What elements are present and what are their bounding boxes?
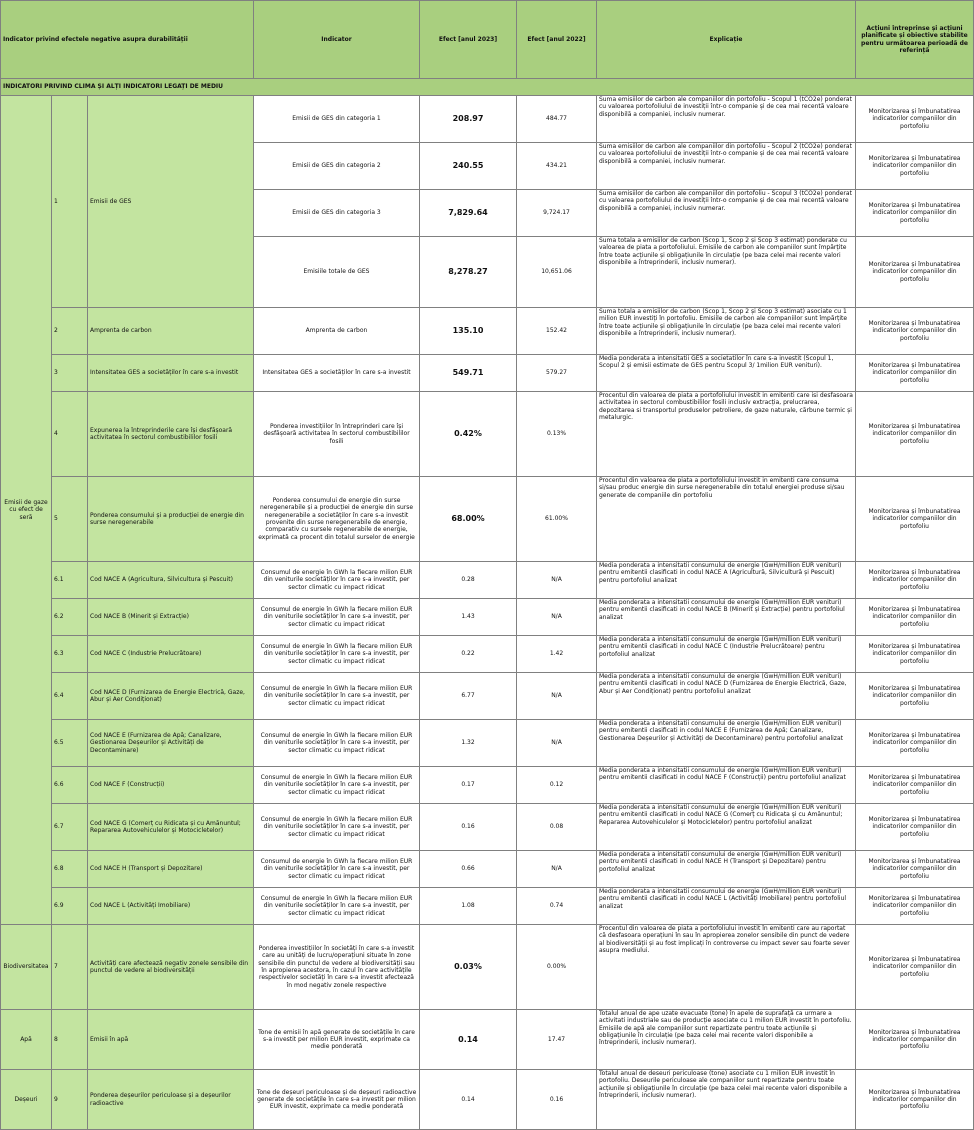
explanation-text: Media ponderata a intensitatii consumului de energie (GwH/million EUR venituri) pentru emitentii clasificati in codul NACE L (Activități Imobiliare) pentru portofoliul analizat [597, 888, 856, 925]
indicator-name: Cod NACE H (Transport și Depozitare) [88, 851, 254, 888]
table-row [1, 804, 974, 851]
indicator-description: Intensitatea GES a societăților în care s-a investit [254, 355, 420, 392]
indicator-description: Consumul de energie în GWh la fiecare milion EUR din veniturile societăților în care s-a investit, per sector climatic cu impact ridicat [254, 636, 420, 673]
explanation-text: Totalul anual de deseuri periculoase (tone) asociate cu 1 milion EUR investit în portofoliu. Deseurile periculoase ale companiilor sunt repartizate pentru toate acțiunile și obligațiunile în circulație (pe baza celei mai recente valori disponibile a întreprinderii, inclusiv numerar). [597, 1070, 856, 1130]
table-row [1, 851, 974, 888]
indicator-description: Tone de deșeuri periculoase și de deșeuri radioactive generate de societățile în care s-a investit per milion EUR investit, exprimate ca medie ponderată [254, 1070, 420, 1130]
effect-2022-value: N/A [517, 673, 597, 720]
effect-2023-value: 0.17 [420, 767, 517, 804]
table-row [1, 888, 974, 925]
table-row [1, 720, 974, 767]
indicator-name: Cod NACE F (Construcții) [88, 767, 254, 804]
indicator-name: Cod NACE C (Industrie Prelucrătoare) [88, 636, 254, 673]
table-row [1, 925, 974, 1010]
actions-text: Monitorizarea și îmbunatatirea indicatorilor companiilor din portofoliu [856, 599, 974, 636]
indicator-description: Consumul de energie în GWh la fiecare milion EUR din veniturile societăților în care s-a investit, per sector climatic cu impact ridicat [254, 720, 420, 767]
effect-2022-value: 17.47 [517, 1010, 597, 1070]
effect-2023-value: 68.00% [420, 477, 517, 562]
effect-2023-value: 1.32 [420, 720, 517, 767]
explanation-text: Media ponderata a intensitatii consumului de energie (GwH/million EUR venituri) pentru emitentii clasificati in codul NACE C (Industrie Prelucrătoare) pentru portofoliul analizat [597, 636, 856, 673]
actions-text: Monitorizarea și îmbunatatirea indicatorilor companiilor din portofoliu [856, 562, 974, 599]
actions-text: Monitorizarea și îmbunatatirea indicatorilor companiilor din portofoliu [856, 237, 974, 308]
header-indicator: Indicator [254, 1, 420, 79]
table-row [1, 1070, 974, 1130]
explanation-text: Suma emisiilor de carbon ale companiilor din portofoliu - Scopul 1 (tCO2e) ponderat cu valoarea portofoliului de investiții într-o companie și de cea mai recentă valoare disponibilă a companiei, inclusiv numerar. [597, 96, 856, 143]
indicator-number: 7 [52, 925, 88, 1010]
indicator-name: Ponderea consumului și a producției de energie din surse neregenerabile [88, 477, 254, 562]
actions-text: Monitorizarea și îmbunatatirea indicatorilor companiilor din portofoliu [856, 477, 974, 562]
indicator-name: Cod NACE E (Furnizarea de Apă; Canalizare, Gestionarea Deșeurilor și Activități de Decontaminare) [88, 720, 254, 767]
indicator-name: Intensitatea GES a societăților în care s-a investit [88, 355, 254, 392]
actions-text: Monitorizarea și îmbunatatirea indicatorilor companiilor din portofoliu [856, 308, 974, 355]
effect-2023-value: 6.77 [420, 673, 517, 720]
actions-text: Monitorizarea și îmbunatatirea indicatorilor companiilor din portofoliu [856, 767, 974, 804]
explanation-text: Procentul din valoarea de piata a portofoliului investit in emitenti care isi desfasoara activitatea in sectorul combustibililor fosili inclusiv extracția, prelucrarea, depozitarea si transportul produselor petroliere, de gaze naturale, cărbune termic și metalurgic. [597, 392, 856, 477]
effect-2022-value: 152.42 [517, 308, 597, 355]
effect-2023-value: 0.22 [420, 636, 517, 673]
effect-2023-value: 0.03% [420, 925, 517, 1010]
explanation-text: Media ponderata a intensitatii GES a societatilor în care s-a investit (Scopul 1, Scopul 2 și emisii estimate de GES pentru Scopul 3/ 1milion EUR venituri). [597, 355, 856, 392]
header-effect-2022: Efect [anul 2022] [517, 1, 597, 79]
effect-2022-value: 434.21 [517, 143, 597, 190]
explanation-text: Procentul din valoarea de piata a portofoliului investit în emitenti care au raportat că desfasoara operațiuni în sau în apropierea zonelor sensibile din punct de vedere al biodiversității și au fost implicați în controverse cu impact sever sau foarte sever asupra mediului. [597, 925, 856, 1010]
category-cell: Apă [1, 1010, 52, 1070]
effect-2023-value: 1.08 [420, 888, 517, 925]
indicator-number: 6.9 [52, 888, 88, 925]
effect-2022-value: 579.27 [517, 355, 597, 392]
effect-2023-value: 208.97 [420, 96, 517, 143]
category-cell: Emisii de gaze cu efect de seră [1, 96, 52, 925]
actions-text: Monitorizarea și îmbunatatirea indicatorilor companiilor din portofoliu [856, 636, 974, 673]
effect-2023-value: 0.42% [420, 392, 517, 477]
effect-2022-value: N/A [517, 599, 597, 636]
explanation-text: Media ponderata a intensitatii consumului de energie (GwH/million EUR venituri) pentru emitentii clasificati in codul NACE G (Comerț cu Ridicata și cu Amănuntul; Repararea Autovehiculelor și Motocicletelor) pentru portofoliul analizat [597, 804, 856, 851]
effect-2023-value: 0.16 [420, 804, 517, 851]
category-cell: Deșeuri [1, 1070, 52, 1130]
actions-text: Monitorizarea și îmbunatatirea indicatorilor companiilor din portofoliu [856, 720, 974, 767]
indicator-name: Emisii de GES [88, 96, 254, 308]
table-row [1, 392, 974, 477]
indicator-name: Ponderea deșeurilor periculoase și a deșeurilor radioactive [88, 1070, 254, 1130]
table-row [1, 308, 974, 355]
effect-2023-value: 240.55 [420, 143, 517, 190]
table-row [1, 673, 974, 720]
indicator-name: Amprenta de carbon [88, 308, 254, 355]
actions-text: Monitorizarea și îmbunatatirea indicatorilor companiilor din portofoliu [856, 673, 974, 720]
table-header-row [1, 1, 974, 79]
category-cell: Biodiversitatea [1, 925, 52, 1010]
indicator-number: 4 [52, 392, 88, 477]
header-sustainability-indicator: Indicator privind efectele negative asupra durabilității [1, 1, 254, 79]
indicator-number: 1 [52, 96, 88, 308]
table-row [1, 636, 974, 673]
explanation-text: Totalul anual de ape uzate evacuate (tone) în apele de suprafață ca urmare a activitati industriale sau de producție asociate cu 1 milion EUR investit în portofoliu. Emisiile de apă ale companiilor sunt repartizate pentru toate acțiunile și obligațiunile în circulație (pe baza celei mai recente valori disponibile a întreprinderii, inclusiv numerar). [597, 1010, 856, 1070]
explanation-text: Suma emisiilor de carbon ale companiilor din portofoliu - Scopul 3 (tCO2e) ponderat cu valoarea portofoliului de investiții într-o companie și de cea mai recentă valoare disponibilă a companiei, inclusiv numerar. [597, 190, 856, 237]
table-row [1, 599, 974, 636]
effect-2023-value: 8,278.27 [420, 237, 517, 308]
indicator-description: Consumul de energie în GWh la fiecare milion EUR din veniturile societăților în care s-a investit, per sector climatic cu impact ridicat [254, 767, 420, 804]
explanation-text: Media ponderata a intensitatii consumului de energie (GwH/million EUR venituri) pentru emitentii clasificati in codul NACE D (Furnizarea de Energie Electrică, Gaze, Abur și Aer Condiționat) pentru portofoliul analizat [597, 673, 856, 720]
indicator-description: Ponderea investițiilor în întreprinderi care își desfășoară activitatea în sectorul combustibililor fosili [254, 392, 420, 477]
actions-text: Monitorizarea și îmbunatatirea indicatorilor companiilor din portofoliu [856, 804, 974, 851]
explanation-text: Procentul din valoarea de piata a portofoliului investit in emitenti care consuma si/sau produc energie din surse neregenerabile din totalul energiei produse si/sau generate de companiile din portofoliu [597, 477, 856, 562]
indicator-name: Emisii în apă [88, 1010, 254, 1070]
effect-2022-value: N/A [517, 720, 597, 767]
section-row [1, 79, 974, 96]
indicator-number: 2 [52, 308, 88, 355]
indicator-name: Cod NACE L (Activități Imobiliare) [88, 888, 254, 925]
effect-2022-value: 0.13% [517, 392, 597, 477]
actions-text: Monitorizarea și îmbunatatirea indicatorilor companiilor din portofoliu [856, 851, 974, 888]
indicator-description: Consumul de energie în GWh la fiecare milion EUR din veniturile societăților în care s-a investit, per sector climatic cu impact ridicat [254, 888, 420, 925]
effect-2023-value: 1.43 [420, 599, 517, 636]
indicator-name: Cod NACE B (Minerit și Extracție) [88, 599, 254, 636]
indicator-description: Emisii de GES din categoria 3 [254, 190, 420, 237]
table-row [1, 96, 974, 143]
explanation-text: Suma totala a emisiilor de carbon (Scop 1, Scop 2 și Scop 3 estimat) asociate cu 1 milion EUR investiți în portofoliu. Emisiile de carbon ale companiilor sunt împărțite între toate acțiunile și obligațiunile în circulație (pe baza celei mai recente valori disponibile a întreprinderii, inclusiv numerar). [597, 308, 856, 355]
indicator-description: Consumul de energie în GWh la fiecare milion EUR din veniturile societăților în care s-a investit, per sector climatic cu impact ridicat [254, 599, 420, 636]
indicator-description: Emisii de GES din categoria 2 [254, 143, 420, 190]
header-effect-2023: Efect [anul 2023] [420, 1, 517, 79]
actions-text: Monitorizarea și îmbunatatirea indicatorilor companiilor din portofoliu [856, 355, 974, 392]
effect-2022-value: 10,651.06 [517, 237, 597, 308]
actions-text: Monitorizarea și îmbunatatirea indicatorilor companiilor din portofoliu [856, 888, 974, 925]
effect-2023-value: 0.14 [420, 1070, 517, 1130]
indicator-name: Activități care afectează negativ zonele sensibile din punctul de vedere al biodiversității [88, 925, 254, 1010]
header-actions: Acțiuni întreprinse și acțiuni planificate și obiective stabilite pentru următoarea perioadă de referință [856, 1, 974, 79]
indicator-description: Emisiile totale de GES [254, 237, 420, 308]
indicator-description: Consumul de energie în GWh la fiecare milion EUR din veniturile societăților în care s-a investit, per sector climatic cu impact ridicat [254, 673, 420, 720]
indicator-description: Ponderea consumului de energie din surse neregenerabile și a producției de energie din surse neregenerabile a societăților în care s-a investit provenite din surse neregenerabile de energie, comparativ cu sursele regenerabile de energie, exprimată ca procent din totalul surselor de energie [254, 477, 420, 562]
indicator-description: Consumul de energie în GWh la fiecare milion EUR din veniturile societăților în care s-a investit, per sector climatic cu impact ridicat [254, 851, 420, 888]
table-row [1, 477, 974, 562]
explanation-text: Suma totala a emisiilor de carbon (Scop 1, Scop 2 și Scop 3 estimat) ponderate cu valoarea de piata a portofoliului. Emisiile de carbon ale companiilor sunt împărțite între toate acțiunile și obligațiunile în circulație (pe baza celei mai recente valori disponibile a întreprinderii, inclusiv numerar). [597, 237, 856, 308]
actions-text: Monitorizarea și îmbunatatirea indicatorilor companiilor din portofoliu [856, 1010, 974, 1070]
indicator-number: 9 [52, 1070, 88, 1130]
explanation-text: Media ponderata a intensitatii consumului de energie (GwH/million EUR venituri) pentru emitentii clasificati in codul NACE B (Minerit și Extracție) pentru portofoliul analizat [597, 599, 856, 636]
section-title: INDICATORI PRIVIND CLIMA ȘI ALȚI INDICATORI LEGAȚI DE MEDIU [1, 79, 974, 96]
effect-2022-value: N/A [517, 562, 597, 599]
explanation-text: Media ponderata a intensitatii consumului de energie (GwH/million EUR venituri) pentru emitentii clasificati in codul NACE E (Furnizarea de Apă; Canalizare, Gestionarea Deșeurilor și Activități de Decontaminare) pentru portofoliul analizat [597, 720, 856, 767]
table-row [1, 1010, 974, 1070]
indicator-number: 6.8 [52, 851, 88, 888]
effect-2022-value: 1.42 [517, 636, 597, 673]
indicator-description: Consumul de energie în GWh la fiecare milion EUR din veniturile societăților în care s-a investit, per sector climatic cu impact ridicat [254, 804, 420, 851]
actions-text: Monitorizarea și îmbunatatirea indicatorilor companiilor din portofoliu [856, 392, 974, 477]
indicator-name: Cod NACE G (Comerț cu Ridicata și cu Amănuntul; Repararea Autovehiculelor și Motocicletelor) [88, 804, 254, 851]
effect-2022-value: 0.12 [517, 767, 597, 804]
effect-2022-value: 61.00% [517, 477, 597, 562]
indicator-number: 8 [52, 1010, 88, 1070]
effect-2022-value: 484.77 [517, 96, 597, 143]
indicator-description: Amprenta de carbon [254, 308, 420, 355]
actions-text: Monitorizarea și îmbunatatirea indicatorilor companiilor din portofoliu [856, 96, 974, 143]
indicator-description: Emisii de GES din categoria 1 [254, 96, 420, 143]
effect-2022-value: 0.74 [517, 888, 597, 925]
effect-2023-value: 135.10 [420, 308, 517, 355]
indicator-name: Cod NACE D (Furnizarea de Energie Electrică, Gaze, Abur și Aer Condiționat) [88, 673, 254, 720]
indicator-name: Expunerea la întreprinderile care își desfășoară activitatea în sectorul combustibililor fosili [88, 392, 254, 477]
indicator-number: 5 [52, 477, 88, 562]
actions-text: Monitorizarea și îmbunatatirea indicatorilor companiilor din portofoliu [856, 925, 974, 1010]
indicator-description: Tone de emisii în apă generate de societățile în care s-a investit per milion EUR investit, exprimate ca medie ponderată [254, 1010, 420, 1070]
header-explanation: Explicație [597, 1, 856, 79]
explanation-text: Media ponderata a intensitatii consumului de energie (GwH/million EUR venituri) pentru emitentii clasificati in codul NACE H (Transport și Depozitare) pentru portofoliul analizat [597, 851, 856, 888]
effect-2023-value: 549.71 [420, 355, 517, 392]
indicator-description: Consumul de energie în GWh la fiecare milion EUR din veniturile societăților în care s-a investit, per sector climatic cu impact ridicat [254, 562, 420, 599]
effect-2023-value: 0.28 [420, 562, 517, 599]
indicator-description: Ponderea investițiilor în societăți în care s-a investit care au unități de lucru/operațiuni situate în zone sensibile din punctul de vedere al biodiversității sau în apropierea acestora, în cazul în care activitățile respectivelor societăți în care s-a investit afectează în mod negativ zonele respective [254, 925, 420, 1010]
effect-2022-value: N/A [517, 851, 597, 888]
effect-2023-value: 0.66 [420, 851, 517, 888]
effect-2022-value: 0.16 [517, 1070, 597, 1130]
explanation-text: Media ponderata a intensitatii consumului de energie (GwH/million EUR venituri) pentru emitentii clasificati in codul NACE A (Agricultură, Silvicultură și Pescuit) pentru portofoliul analizat [597, 562, 856, 599]
table-row [1, 562, 974, 599]
effect-2023-value: 7,829.64 [420, 190, 517, 237]
indicator-number: 3 [52, 355, 88, 392]
indicator-number: 6.6 [52, 767, 88, 804]
explanation-text: Media ponderata a intensitatii consumului de energie (GwH/million EUR venituri) pentru emitentii clasificati in codul NACE F (Construcții) pentru portofoliul analizat [597, 767, 856, 804]
indicator-number: 6.3 [52, 636, 88, 673]
effect-2023-value: 0.14 [420, 1010, 517, 1070]
indicator-number: 6.5 [52, 720, 88, 767]
explanation-text: Suma emisiilor de carbon ale companiilor din portofoliu - Scopul 2 (tCO2e) ponderat cu valoarea portofoliului de investiții într-o companie și de cea mai recentă valoare disponibilă a companiei, inclusiv numerar. [597, 143, 856, 190]
effect-2022-value: 9,724.17 [517, 190, 597, 237]
table-row [1, 355, 974, 392]
effect-2022-value: 0.00% [517, 925, 597, 1010]
actions-text: Monitorizarea și îmbunatatirea indicatorilor companiilor din portofoliu [856, 143, 974, 190]
indicator-name: Cod NACE A (Agricultura, Silvicultura și Pescuit) [88, 562, 254, 599]
indicator-number: 6.1 [52, 562, 88, 599]
indicator-number: 6.7 [52, 804, 88, 851]
indicator-number: 6.2 [52, 599, 88, 636]
indicator-number: 6.4 [52, 673, 88, 720]
table-row [1, 767, 974, 804]
effect-2022-value: 0.08 [517, 804, 597, 851]
actions-text: Monitorizarea și îmbunatatirea indicatorilor companiilor din portofoliu [856, 190, 974, 237]
actions-text: Monitorizarea și îmbunatatirea indicatorilor companiilor din portofoliu [856, 1070, 974, 1130]
